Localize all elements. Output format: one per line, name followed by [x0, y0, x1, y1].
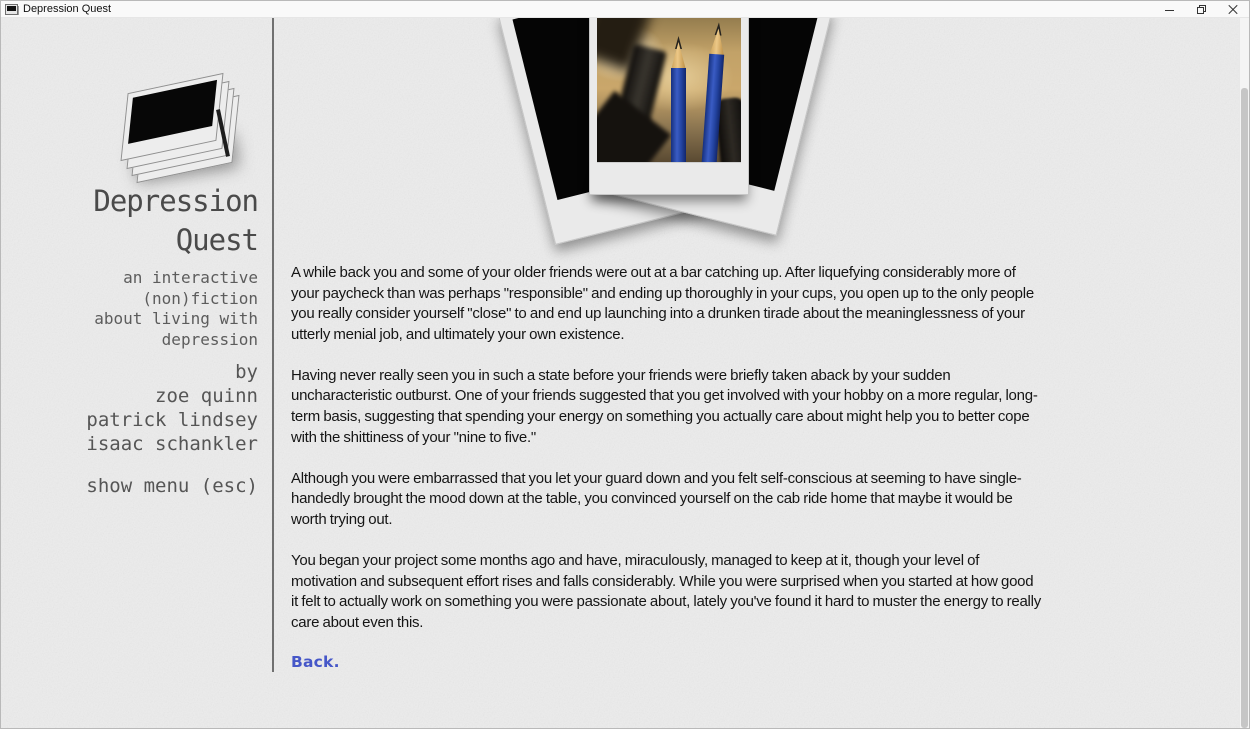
sidebar: [1, 17, 258, 728]
subtitle-line: depression: [161, 329, 258, 349]
story-paragraph: Although you were embarrassed that you let your guard down and you felt self-conscious at seeming to have single-handedly brought the mood down at the table, you convinced yourself on the cab ride home that maybe it would be worth trying out.: [291, 469, 1022, 528]
app-polaroid-icon-photo: [7, 6, 16, 11]
byline-label: by: [235, 361, 258, 383]
pencil-wood: [709, 28, 726, 57]
scrollbar-thumb[interactable]: [1241, 88, 1248, 728]
game-title-line1: Depression: [93, 184, 258, 218]
game-title: [93, 182, 258, 260]
story-paragraph: You began your project some months ago and have, miraculously, managed to keep at it, though your level of motivation and subsequent effort rises and falls considerably. While you were surprised when you started at how good it felt to actually work on something you were passionate about, lately you've found it hard to muster the energy to really care about even this.: [291, 552, 1041, 631]
game-title-line2: Quest: [175, 223, 258, 257]
titlebar: [1, 1, 1249, 18]
pencils-photo: [597, 17, 741, 162]
byline: [86, 360, 258, 456]
story-paragraph: Having never really seen you in such a state before your friends were briefly taken aback by your sudden uncharacteristic outburst. One of your friends suggested that you get involved with your hobby on a more regular, long-term basis, suggesting that spending your energy on something you actually care about might help you to better cope with the shittiness of your "nine to five.": [291, 366, 1038, 446]
restore-button[interactable]: [1185, 1, 1217, 17]
app-polaroid-icon: [5, 4, 18, 15]
blue-pencil-left: [671, 36, 686, 162]
logo-card-photo: [128, 80, 217, 144]
author-name: patrick lindsey: [86, 409, 258, 431]
subtitle-line: about living with: [94, 309, 258, 328]
pencil-body: [671, 68, 686, 162]
close-button[interactable]: [1217, 1, 1249, 17]
window-controls: [1153, 1, 1249, 17]
restore-icon: [1196, 4, 1206, 14]
sidebar-divider: [272, 17, 274, 672]
pencil-wood: [671, 42, 686, 70]
author-name: isaac schankler: [86, 433, 258, 455]
minimize-button[interactable]: [1153, 1, 1185, 17]
subtitle-line: (non)fiction: [142, 288, 258, 308]
close-icon: [1228, 4, 1238, 14]
subtitle-line: an interactive: [123, 268, 258, 287]
author-name: zoe quinn: [155, 385, 258, 407]
story-paragraph: A while back you and some of your older friends were out at a bar catching up. After liquefying considerably more of your paycheck than was perhaps "responsible" and ending up thoroughly in your cups, you open up to the only people you really consider yourself "close" to and end up launching into a drunken tirade about the meaninglessness of your utterly menial job, and ultimately your own existence.: [291, 264, 1034, 343]
back-link[interactable]: Back.: [291, 653, 340, 671]
minimize-icon: [1165, 10, 1174, 11]
window-title: Depression Quest: [23, 3, 112, 15]
polaroid-front: [589, 17, 749, 195]
game-subtitle: [94, 268, 258, 350]
story-text: [291, 263, 1043, 654]
polaroid-stack-logo-icon: [113, 75, 235, 185]
scrollbar-track[interactable]: [1239, 17, 1249, 728]
story-photo: [481, 17, 871, 279]
show-menu-link[interactable]: show menu (esc): [86, 475, 258, 497]
game-page: [1, 17, 1249, 728]
